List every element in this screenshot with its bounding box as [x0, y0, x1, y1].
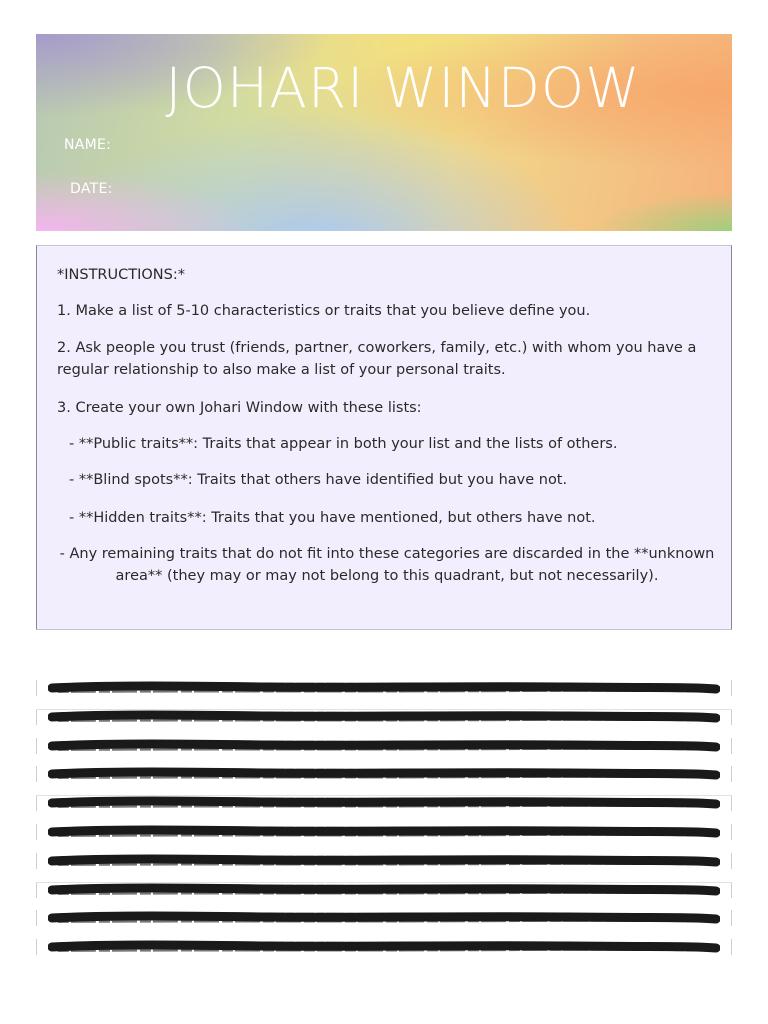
line-frame-right — [731, 766, 732, 782]
line-frame-right — [731, 680, 732, 696]
line-frame-right — [731, 738, 732, 754]
line-frame-left — [36, 680, 37, 696]
writing-line[interactable] — [36, 791, 732, 815]
instruction-step-2: 2. Ask people you trust (friends, partner, coworkers, family, etc.) with whom you have a regular relationship to also make a list of your personal traits. — [57, 340, 697, 378]
header-banner — [36, 34, 732, 231]
brush-stroke — [48, 708, 720, 726]
instruction-public-traits: - **Public traits**: Traits that appear in both your list and the lists of others. — [69, 436, 618, 452]
line-frame-left — [36, 766, 37, 782]
instructions-box — [36, 245, 732, 630]
name-field-label: NAME: — [64, 137, 112, 153]
line-frame-left — [36, 910, 37, 926]
date-field-label: DATE: — [70, 181, 113, 197]
brush-stroke — [48, 737, 720, 755]
brush-stroke — [48, 679, 720, 697]
instruction-hidden-traits: - **Hidden traits**: Traits that you have mentioned, but others have not. — [69, 510, 596, 526]
brush-stroke — [48, 909, 720, 927]
writing-line[interactable] — [36, 676, 732, 700]
writing-line[interactable] — [36, 820, 732, 844]
instruction-unknown-area: - Any remaining traits that do not fit into these categories are discarded in the **unknown area** (they may or may not belong to this quadrant, but not necessarily). — [59, 546, 715, 584]
writing-line[interactable] — [36, 906, 732, 930]
instruction-blind-spots: - **Blind spots**: Traits that others have identified but you have not. — [69, 472, 568, 488]
line-frame-left — [36, 738, 37, 754]
line-frame-left — [36, 824, 37, 840]
line-frame-right — [731, 824, 732, 840]
writing-line[interactable] — [36, 705, 732, 729]
brush-stroke — [48, 938, 720, 956]
line-frame-right — [731, 910, 732, 926]
line-frame-left — [36, 709, 37, 725]
writing-lines — [36, 676, 732, 961]
line-frame-left — [36, 853, 37, 869]
line-frame-left — [36, 795, 37, 811]
line-frame-right — [731, 882, 732, 898]
brush-stroke — [48, 881, 720, 899]
writing-line[interactable] — [36, 849, 732, 873]
line-frame-left — [36, 939, 37, 955]
line-frame-right — [731, 939, 732, 955]
brush-stroke — [48, 794, 720, 812]
brush-stroke — [48, 765, 720, 783]
instructions-heading: *INSTRUCTIONS:* — [57, 267, 185, 283]
line-frame-right — [731, 853, 732, 869]
brush-stroke — [48, 823, 720, 841]
line-frame-left — [36, 882, 37, 898]
page-title: JOHARI WINDOW — [165, 56, 641, 120]
line-frame-right — [731, 795, 732, 811]
instruction-step-1: 1. Make a list of 5-10 characteristics or traits that you believe define you. — [57, 303, 591, 319]
instruction-step-3: 3. Create your own Johari Window with these lists: — [57, 400, 422, 416]
writing-line[interactable] — [36, 935, 732, 959]
writing-line[interactable] — [36, 734, 732, 758]
writing-line[interactable] — [36, 762, 732, 786]
line-frame-right — [731, 709, 732, 725]
brush-stroke — [48, 852, 720, 870]
writing-line[interactable] — [36, 878, 732, 902]
